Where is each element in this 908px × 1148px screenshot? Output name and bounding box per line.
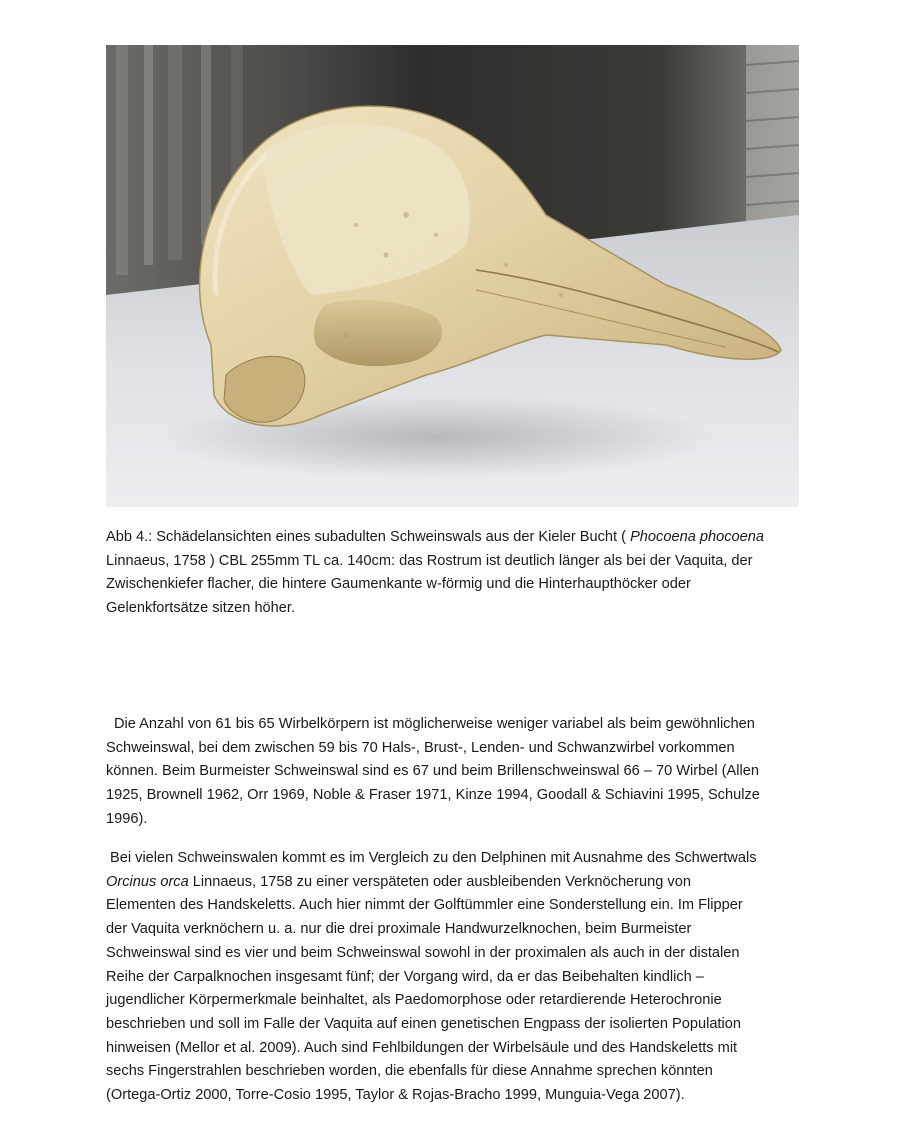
species-name-orca: Orcinus orca [106,873,189,890]
paragraph-line: hinweisen (Mellor et al. 2009). Auch sind Fehlbildungen der Wirbelsäule und des Handskeletts mit [106,1039,738,1056]
skull-photo [106,45,799,507]
paragraph-line: sechs Fingerstrahlen beschrieben worden, die ebenfalls für diese Annahme sprechen könnten [106,1063,713,1080]
caption-line [106,526,806,550]
caption-line: Gelenkfortsätze sitzen höher. [106,600,296,617]
body-paragraph-ossification [106,847,808,1108]
paragraph-text: Linnaeus, 1758 zu einer verspäteten oder ausbleibenden Verknöcherung von [188,873,691,890]
paragraph-line: Die Anzahl von 61 bis 65 Wirbelkörpern ist möglicherweise weniger variabel als beim gewöhnlichen [114,716,755,732]
paragraph-line: Bei vielen Schweinswalen kommt es im Vergleich zu den Delphinen mit Ausnahme des Schwertwals [110,850,757,866]
body-paragraph-vertebrae [106,713,808,832]
paragraph-line: Schweinswal, bei dem zwischen 59 bis 70 Hals-, Brust-, Lenden- und Schwanzwirbel vorkommen [106,739,735,756]
skull-photo-illustration [106,45,799,507]
paragraph-line: (Ortega-Ortiz 2000, Torre-Cosio 1995, Taylor & Rojas-Bracho 1999, Munguia-Vega 2007). [106,1087,685,1104]
caption-line: Linnaeus, 1758 ) CBL 255mm TL ca. 140cm: das Rostrum ist deutlich länger als bei der Vaquita, der [106,552,753,569]
paragraph-line: 1925, Brownell 1962, Orr 1969, Noble & Fraser 1971, Kinze 1994, Goodall & Schiavini 1995, Schulze [106,787,760,804]
paragraph-line: der Vaquita verknöchern u. a. nur die drei proximale Handwurzelknochen, beim Burmeister [106,921,692,938]
paragraph-line: können. Beim Burmeister Schweinswal sind es 67 und beim Brillenschweinswal 66 – 70 Wirbel (Allen [106,763,759,780]
caption-species-name: Phocoena phocoena [630,529,764,545]
caption-text: Abb 4.: Schädelansichten eines subadulten Schweinswals aus der Kieler Bucht ( [106,529,631,545]
paragraph-line: Elementen des Handskeletts. Auch hier nimmt der Golftümmler eine Sonderstellung ein. Im Flipper [106,897,743,914]
paragraph-line: beschrieben und soll im Falle der Vaquita auf einen genetischen Engpass der isolierten Population [106,1015,741,1032]
paragraph-line: 1996). [106,810,148,827]
paragraph-line: jugendlicher Körpermerkmale beinhaltet, als Paedomorphose oder retardierende Heterochronie [106,992,722,1009]
figure-caption [106,526,806,621]
paragraph-line: Reihe der Carpalknochen insgesamt fünf; der Vorgang wird, da er das Beibehalten kindlich – [106,968,704,985]
paragraph-line: Schweinswal sind es vier und beim Schweinswal sowohl in der proximalen als auch in der distalen [106,944,740,961]
paragraph-line [106,871,808,895]
caption-line: Zwischenkiefer flacher, die hintere Gaumenkante w-förmig und die Hinterhaupthöcker oder [106,576,691,593]
